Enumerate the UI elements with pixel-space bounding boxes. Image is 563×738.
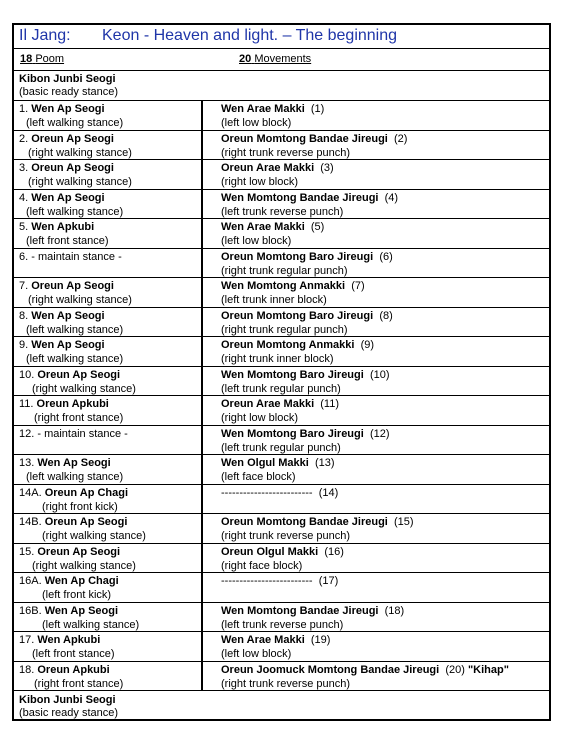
technique-description: (left trunk regular punch) [221, 441, 341, 454]
stance-line [19, 487, 128, 499]
movement-row [14, 219, 549, 249]
stance-cell [14, 544, 203, 573]
movement-row [14, 396, 549, 426]
technique-cell [203, 396, 549, 425]
poom-count: 18 Poom [20, 53, 65, 65]
stance-cell [14, 396, 203, 425]
stance-cell [14, 573, 203, 602]
technique-count: (4) [384, 191, 399, 204]
stance-cell [14, 101, 203, 130]
technique-count: (7) [351, 280, 365, 292]
stance-name: Wen Ap Seogi [44, 604, 119, 617]
technique-description: (left face block) [221, 471, 296, 483]
technique-line [221, 487, 338, 499]
stance-name: Oreun Apkubi [37, 663, 110, 676]
technique-cell [203, 367, 549, 396]
stance-description: (left walking stance) [26, 353, 124, 365]
start-stance-row [14, 71, 549, 101]
stance-name: Oreun Ap Seogi [31, 162, 114, 174]
stance-name: Wen Ap Seogi [37, 457, 111, 469]
stance-line [19, 310, 105, 322]
movement-number: 15. [19, 545, 35, 558]
movement-row [14, 426, 549, 456]
technique-count: (12) [369, 427, 390, 440]
stance-description: (right walking stance) [42, 530, 146, 542]
movement-number: 10. [19, 368, 35, 381]
stance-description: (left front stance) [26, 235, 109, 247]
stance-line [19, 634, 100, 646]
stance-description: (right front stance) [34, 412, 124, 424]
stance-name: Wen Ap Seogi [31, 191, 105, 204]
counts-row [14, 49, 549, 71]
technique-description: (left trunk reverse punch) [221, 205, 344, 218]
stance-name: Oreun Ap Chagi [44, 486, 129, 499]
technique-cell [203, 426, 549, 455]
technique-count: (11) [320, 398, 340, 410]
technique-cell [203, 249, 549, 278]
technique-name: Wen Momtong Bandae Jireugi [221, 604, 379, 617]
technique-description: (right trunk reverse punch) [221, 677, 350, 690]
technique-count: (6) [379, 250, 393, 263]
stance-description: (left front stance) [32, 648, 115, 660]
stance-cell [14, 131, 203, 160]
stance-line [19, 133, 114, 145]
movement-row [14, 514, 549, 544]
stance-line [19, 398, 109, 410]
stance-line [19, 664, 110, 676]
movement-row [14, 190, 549, 220]
pattern-name: Il Jang: [19, 27, 71, 44]
end-stance-desc: (basic ready stance) [19, 707, 119, 719]
kihap-label: "Kihap" [467, 663, 509, 676]
stance-name: Wen Apkubi [37, 634, 101, 646]
stance-description: (left front kick) [42, 589, 112, 601]
technique-line [221, 369, 390, 381]
stance-name: Oreun Ap Seogi [31, 132, 114, 145]
technique-line [221, 280, 365, 292]
stance-cell [14, 160, 203, 189]
stance-name: Oreun Ap Seogi [44, 516, 128, 528]
technique-cell [203, 278, 549, 307]
technique-cell [203, 337, 549, 366]
movement-number: 6. [19, 250, 29, 263]
end-stance-row [14, 692, 549, 721]
technique-name: Oreun Arae Makki [221, 162, 315, 174]
maintain-stance-note: - maintain stance - [37, 427, 128, 440]
stance-line [19, 192, 105, 204]
technique-count: (18) [384, 604, 405, 617]
stance-line [19, 546, 120, 558]
stance-line [19, 280, 114, 292]
stance-cell [14, 190, 203, 219]
stance-description: (right walking stance) [28, 146, 132, 159]
technique-count: (10) [369, 368, 390, 381]
movement-row [14, 485, 549, 515]
movement-number: 9. [19, 339, 29, 351]
no-technique-dashes: ------------------------- [221, 486, 313, 499]
stance-line [19, 516, 127, 528]
technique-name: Wen Olgul Makki [221, 457, 309, 469]
movement-number: 11. [19, 398, 34, 410]
stance-line [19, 457, 111, 469]
stance-name: Wen Ap Seogi [31, 309, 105, 322]
stance-line [19, 221, 94, 233]
stance-line [19, 369, 120, 381]
movement-number: 18. [19, 663, 35, 676]
movement-number: 1. [19, 103, 29, 115]
movement-number: 16A. [19, 575, 42, 587]
stance-cell [14, 603, 203, 632]
movement-number: 2. [19, 132, 29, 145]
technique-description: (right trunk inner block) [221, 353, 334, 365]
technique-name: Wen Momtong Baro Jireugi [221, 368, 364, 381]
technique-count: (2) [393, 132, 408, 145]
stance-name: Oreun Ap Seogi [31, 280, 114, 292]
stance-description: (right walking stance) [28, 176, 132, 188]
movement-number: 13. [19, 457, 35, 469]
technique-count: (15) [393, 516, 414, 528]
movement-number: 5. [19, 221, 29, 233]
stance-line [19, 575, 119, 587]
technique-line [221, 575, 338, 587]
movement-count: 20 Movements [239, 53, 312, 65]
stance-cell [14, 514, 203, 543]
stance-line [19, 162, 114, 174]
technique-cell [203, 455, 549, 484]
technique-line [221, 133, 407, 145]
stance-name: Wen Ap Seogi [31, 103, 105, 115]
stance-cell [14, 278, 203, 307]
stance-description: (left walking stance) [42, 618, 140, 631]
movement-number: 14A. [19, 486, 42, 499]
technique-name: Oreun Arae Makki [221, 398, 315, 410]
movement-number: 7. [19, 280, 29, 292]
technique-cell [203, 544, 549, 573]
stance-name: Wen Ap Seogi [31, 339, 105, 351]
technique-cell [203, 160, 549, 189]
technique-count: (5) [310, 221, 325, 233]
technique-description: (left low block) [221, 117, 292, 129]
stance-description: (right walking stance) [32, 559, 136, 572]
technique-cell [203, 131, 549, 160]
stance-name: Oreun Apkubi [36, 398, 109, 410]
technique-line [221, 457, 335, 469]
movement-row [14, 367, 549, 397]
technique-line [221, 546, 344, 558]
technique-count: (16) [324, 545, 344, 558]
technique-cell [203, 632, 549, 661]
technique-line [221, 516, 414, 528]
technique-cell [203, 662, 549, 691]
technique-name: Oreun Momtong Baro Jireugi [221, 309, 374, 322]
technique-cell [203, 603, 549, 632]
movement-number: 16B. [19, 604, 42, 617]
stance-cell [14, 662, 203, 691]
stance-cell [14, 485, 203, 514]
technique-name: Wen Arae Makki [221, 634, 305, 646]
stance-name: Oreun Ap Seogi [37, 545, 121, 558]
technique-name: Wen Momtong Bandae Jireugi [221, 191, 379, 204]
end-stance-name: Kibon Junbi Seogi [19, 694, 116, 706]
stance-line [19, 605, 118, 617]
movement-row [14, 278, 549, 308]
technique-count: (20) [445, 663, 465, 676]
technique-name: Wen Momtong Anmakki [221, 280, 346, 292]
movement-row [14, 455, 549, 485]
movement-number: 8. [19, 309, 29, 322]
pattern-meaning: Keon - Heaven and light. – The beginning [102, 27, 398, 44]
stance-line [19, 103, 105, 115]
movement-number: 4. [19, 191, 29, 204]
title-row [14, 25, 549, 49]
technique-description: (left low block) [221, 648, 292, 660]
movement-row [14, 573, 549, 603]
technique-line [221, 664, 509, 676]
movement-row [14, 544, 549, 574]
maintain-stance-note: - maintain stance - [31, 250, 122, 263]
technique-line [221, 310, 393, 322]
technique-name: Wen Momtong Baro Jireugi [221, 427, 364, 440]
movement-number: 14B. [19, 516, 42, 528]
movement-row [14, 662, 549, 692]
stance-line [19, 251, 122, 263]
technique-name: Oreun Momtong Anmakki [221, 339, 355, 351]
movement-row [14, 160, 549, 190]
movement-row [14, 249, 549, 279]
technique-count: (19) [310, 634, 331, 646]
technique-line [221, 605, 404, 617]
technique-line [221, 398, 339, 410]
technique-cell [203, 190, 549, 219]
technique-count: (14) [318, 486, 339, 499]
movement-row [14, 308, 549, 338]
poomsae-sheet [12, 23, 551, 721]
stance-name: Oreun Ap Seogi [37, 368, 121, 381]
stance-cell [14, 249, 203, 278]
technique-name: Oreun Momtong Bandae Jireugi [221, 132, 388, 145]
stance-cell [14, 367, 203, 396]
start-stance-desc: (basic ready stance) [19, 86, 119, 98]
movement-number: 3. [19, 162, 29, 174]
stance-description: (left walking stance) [26, 117, 124, 129]
technique-line [221, 634, 330, 646]
technique-name: Wen Arae Makki [221, 221, 305, 233]
technique-description: (left trunk inner block) [221, 294, 327, 306]
stance-cell [14, 337, 203, 366]
movement-number: 17. [19, 634, 35, 646]
movement-row [14, 632, 549, 662]
stance-name: Wen Apkubi [31, 221, 95, 233]
technique-cell [203, 308, 549, 337]
technique-count: (1) [310, 103, 325, 115]
technique-cell [203, 573, 549, 602]
technique-description: (right trunk regular punch) [221, 264, 348, 277]
stance-description: (left walking stance) [26, 205, 124, 218]
technique-name: Wen Arae Makki [221, 103, 305, 115]
stance-line [19, 339, 105, 351]
technique-name: Oreun Momtong Baro Jireugi [221, 250, 374, 263]
stance-description: (left walking stance) [26, 471, 124, 483]
no-technique-dashes: ------------------------- [221, 575, 313, 587]
start-stance-name: Kibon Junbi Seogi [19, 73, 116, 85]
technique-line [221, 339, 374, 351]
technique-description: (left low block) [221, 235, 292, 247]
technique-cell [203, 219, 549, 248]
technique-cell [203, 485, 549, 514]
technique-line [221, 221, 324, 233]
technique-description: (right low block) [221, 176, 299, 188]
technique-count: (8) [379, 309, 393, 322]
technique-description: (right trunk reverse punch) [221, 146, 350, 159]
movement-number: 12. [19, 427, 35, 440]
technique-cell [203, 514, 549, 543]
technique-description: (right face block) [221, 559, 303, 572]
technique-name: Oreun Momtong Bandae Jireugi [221, 516, 388, 528]
stance-cell [14, 308, 203, 337]
technique-cell [203, 101, 549, 130]
stance-cell [14, 632, 203, 661]
stance-cell [14, 455, 203, 484]
stance-name: Wen Ap Chagi [44, 575, 119, 587]
technique-count: (13) [314, 457, 335, 469]
technique-line [221, 162, 334, 174]
technique-line [221, 192, 398, 204]
technique-name: Oreun Olgul Makki [221, 545, 319, 558]
technique-name: Oreun Joomuck Momtong Bandae Jireugi [221, 663, 440, 676]
technique-count: (3) [320, 162, 334, 174]
technique-count: (9) [360, 339, 375, 351]
technique-line [221, 103, 324, 115]
technique-description: (right trunk regular punch) [221, 323, 348, 336]
technique-description: (right low block) [221, 412, 299, 424]
stance-description: (left walking stance) [26, 323, 124, 336]
technique-line [221, 428, 390, 440]
technique-count: (17) [318, 575, 339, 587]
technique-description: (left trunk reverse punch) [221, 618, 344, 631]
technique-description: (right trunk reverse punch) [221, 530, 350, 542]
stance-description: (right walking stance) [32, 382, 136, 395]
stance-description: (right walking stance) [28, 294, 132, 306]
stance-description: (right front stance) [34, 677, 124, 690]
movement-row [14, 131, 549, 161]
technique-line [221, 251, 393, 263]
movement-row [14, 101, 549, 131]
stance-description: (right front kick) [42, 500, 118, 513]
stance-cell [14, 426, 203, 455]
movement-row [14, 337, 549, 367]
stance-line [19, 428, 128, 440]
stance-cell [14, 219, 203, 248]
technique-description: (left trunk regular punch) [221, 382, 341, 395]
movement-row [14, 603, 549, 633]
